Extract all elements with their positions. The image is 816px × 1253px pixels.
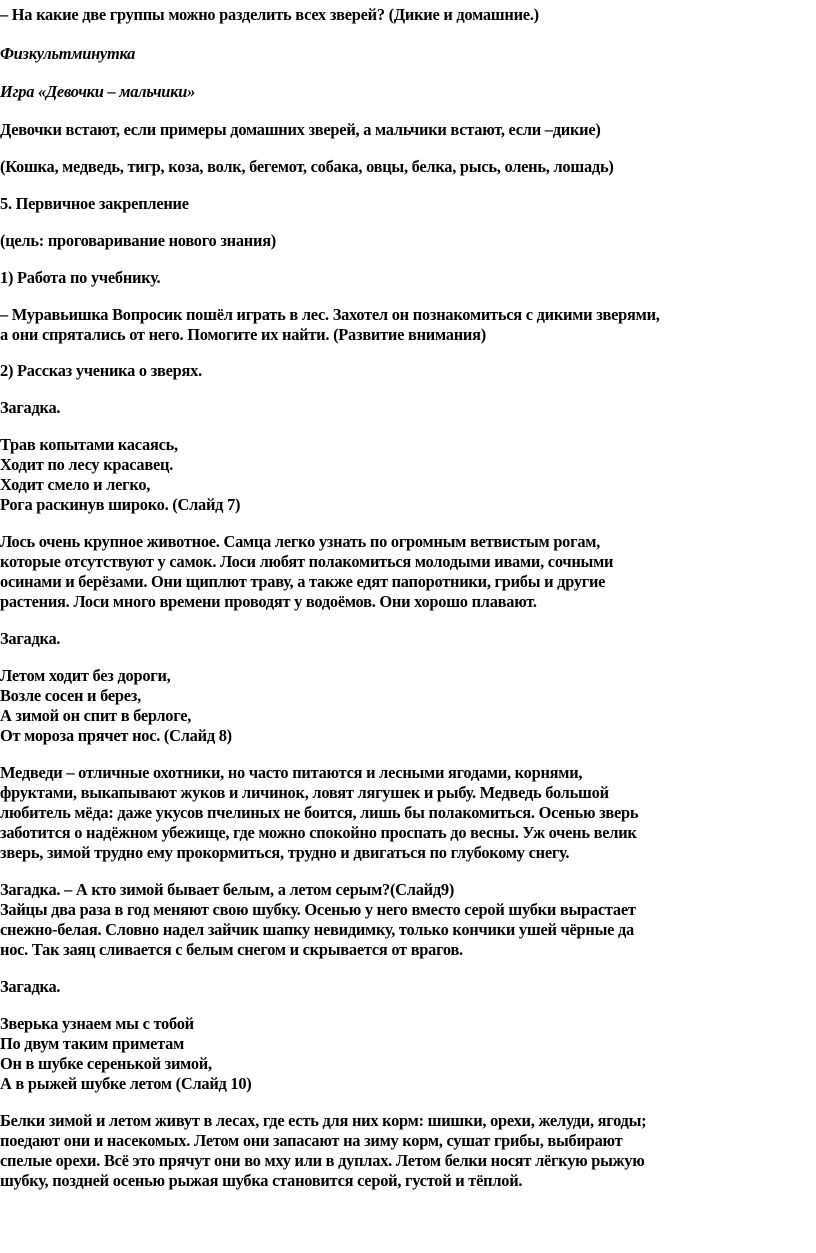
riddle-line: Возле сосен и берез, [0, 686, 141, 705]
riddle-line: А в рыжей шубке летом (Слайд 10) [0, 1074, 252, 1093]
paragraph-line: шубку, поздней осенью рыжая шубка становится серой, густой и тёплой. [0, 1171, 523, 1190]
paragraph-line: которые отсутствуют у самок. Лоси любят полакомиться молодыми ивами, сочными [0, 552, 614, 571]
step-1-heading: 1) Работа по учебнику. [0, 268, 161, 287]
riddle-line: Трав копытами касаясь, [0, 435, 178, 454]
paragraph-line: Медведи – отличные охотники, но часто питаются и лесными ягодами, корнями, [0, 763, 583, 782]
riddle-line: Зверька узнаем мы с тобой [0, 1014, 194, 1033]
paragraph-line: а они спрятались от него. Помогите их найти. (Развитие внимания) [0, 325, 486, 344]
paragraph-line: зверь, зимой трудно ему прокормиться, трудно и двигаться по глубокому снегу. [0, 843, 570, 862]
riddle-heading: Загадка. [0, 977, 61, 996]
paragraph-line: растения. Лоси много времени проводят у водоёмов. Они хорошо плавают. [0, 592, 537, 611]
riddle-line: Ходит смело и легко, [0, 475, 151, 494]
paragraph-line: Белки зимой и летом живут в лесах, где есть для них корм: шишки, орехи, желуди, ягоды; [0, 1111, 647, 1130]
paragraph-line: Зайцы два раза в год меняют свою шубку. Осенью у него вместо серой шубки вырастает [0, 900, 636, 919]
riddle-line: Летом ходит без дороги, [0, 666, 171, 685]
riddle-line: Он в шубке серенькой зимой, [0, 1054, 212, 1073]
animal-list: (Кошка, медведь, тигр, коза, волк, бегемот, собака, овцы, белка, рысь, олень, лошадь) [0, 157, 614, 176]
riddle-heading: Загадка. [0, 398, 61, 417]
riddle-heading: Загадка. [0, 629, 61, 648]
paragraph-line: Лось очень крупное животное. Самца легко узнать по огромным ветвистым рогам, [0, 532, 601, 551]
paragraph-line: нос. Так заяц сливается с белым снегом и скрывается от врагов. [0, 940, 463, 959]
step-2-heading: 2) Рассказ ученика о зверях. [0, 361, 202, 380]
paragraph-line: заботится о надёжном убежище, где можно спокойно проспать до весны. Уж очень велик [0, 823, 637, 842]
section-heading-fizkultminutka: Физкультминутка [0, 44, 136, 63]
paragraph-line: снежно-белая. Словно надел зайчик шапку невидимку, только кончики ушей чёрные да [0, 920, 635, 939]
game-rules: Девочки встают, если примеры домашних зверей, а мальчики встают, если –дикие) [0, 120, 601, 139]
paragraph-line: любитель мёда: даже укусов пчелиных не боится, лишь бы полакомиться. Осенью зверь [0, 803, 639, 822]
paragraph-line: фруктами, выкапывают жуков и личинок, ловят лягушек и рыбу. Медведь большой [0, 783, 609, 802]
riddle-heading: Загадка. – А кто зимой бывает белым, а летом серым?(Слайд9) [0, 880, 455, 899]
riddle-line: А зимой он спит в берлоге, [0, 706, 192, 725]
paragraph-line: – Муравьишка Вопросик пошёл играть в лес. Захотел он познакомиться с дикими зверями, [0, 305, 660, 324]
goal-line: (цель: проговаривание нового знания) [0, 231, 277, 250]
paragraph-line: спелые орехи. Всё это прячут они во мху или в дуплах. Летом белки носят лёгкую рыжую [0, 1151, 645, 1170]
question-line: – На какие две группы можно разделить всех зверей? (Дикие и домашние.) [0, 5, 539, 24]
riddle-line: От мороза прячет нос. (Слайд 8) [0, 726, 232, 745]
paragraph-line: поедают они и насекомых. Летом они запасают на зиму корм, сушат грибы, выбирают [0, 1131, 623, 1150]
section-heading-consolidation: 5. Первичное закрепление [0, 194, 189, 213]
game-title: Игра «Девочки – мальчики» [0, 82, 196, 101]
paragraph-line: осинами и берёзами. Они щиплют траву, а также едят папоротники, грибы и другие [0, 572, 606, 591]
riddle-line: По двум таким приметам [0, 1034, 185, 1053]
riddle-line: Ходит по лесу красавец. [0, 455, 174, 474]
riddle-line: Рога раскинув широко. (Слайд 7) [0, 495, 241, 514]
